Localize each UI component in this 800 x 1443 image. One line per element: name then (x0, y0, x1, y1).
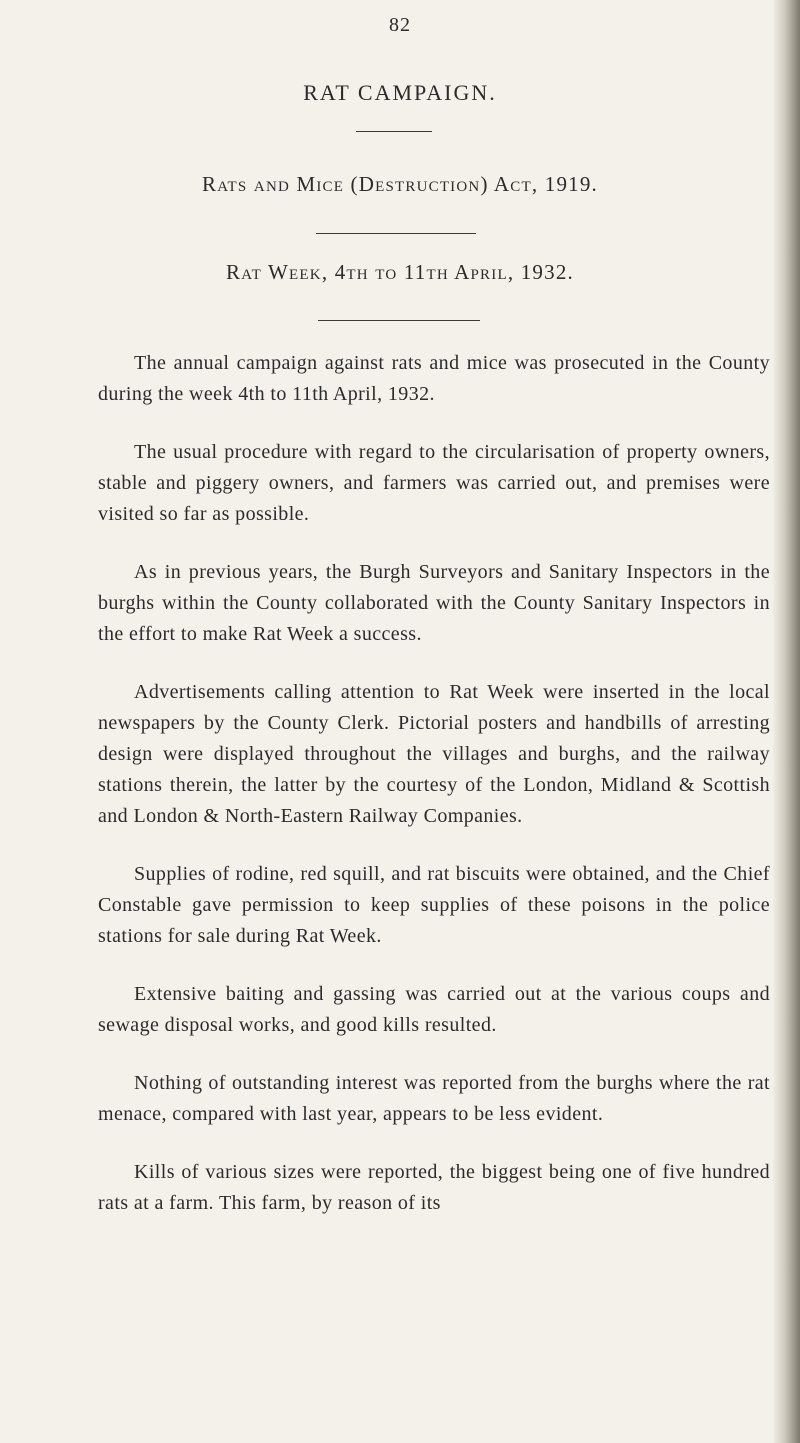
paragraph: The usual procedure with regard to the circularisation of property owners, stable and piggery owners, and farmers was carried out, and premises were visited so far as possible. (98, 441, 770, 525)
rat-week-heading: Rat Week, 4th to 11th April, 1932. (226, 260, 574, 284)
body-text (98, 348, 770, 1246)
paragraph: Nothing of outstanding interest was reported from the burghs where the rat menace, compared with last year, appears to be less evident. (98, 1072, 770, 1125)
page-title: RAT CAMPAIGN. (303, 80, 497, 105)
divider-rule (356, 131, 432, 132)
paragraph: The annual campaign against rats and mice was prosecuted in the County during the week 4th to 11th April, 1932. (98, 352, 770, 405)
divider-rule (318, 320, 480, 321)
page-number: 82 (389, 14, 411, 36)
paragraph: Advertisements calling attention to Rat Week were inserted in the local newspapers by the County Clerk. Pictorial posters and handbills of arresting design were displayed throughout the villages and burghs, and the railway stations therein, the latter by the courtesy of the London, Midland & Scottish and London & North-Eastern Railway Companies. (98, 681, 770, 827)
paragraph: Kills of various sizes were reported, the biggest being one of five hundred rats at a farm. This farm, by reason of its (98, 1161, 770, 1214)
paragraph: As in previous years, the Burgh Surveyors and Sanitary Inspectors in the burghs within the County collaborated with the County Sanitary Inspectors in the effort to make Rat Week a success. (98, 561, 770, 645)
divider-rule (316, 233, 476, 234)
page-edge-shadow (772, 0, 800, 1443)
paragraph: Supplies of rodine, red squill, and rat biscuits were obtained, and the Chief Constable gave permission to keep supplies of these poisons in the police stations for sale during Rat Week. (98, 863, 770, 947)
paragraph: Extensive baiting and gassing was carried out at the various coups and sewage disposal works, and good kills resulted. (98, 983, 770, 1036)
act-heading: Rats and Mice (Destruction) Act, 1919. (201, 172, 599, 196)
